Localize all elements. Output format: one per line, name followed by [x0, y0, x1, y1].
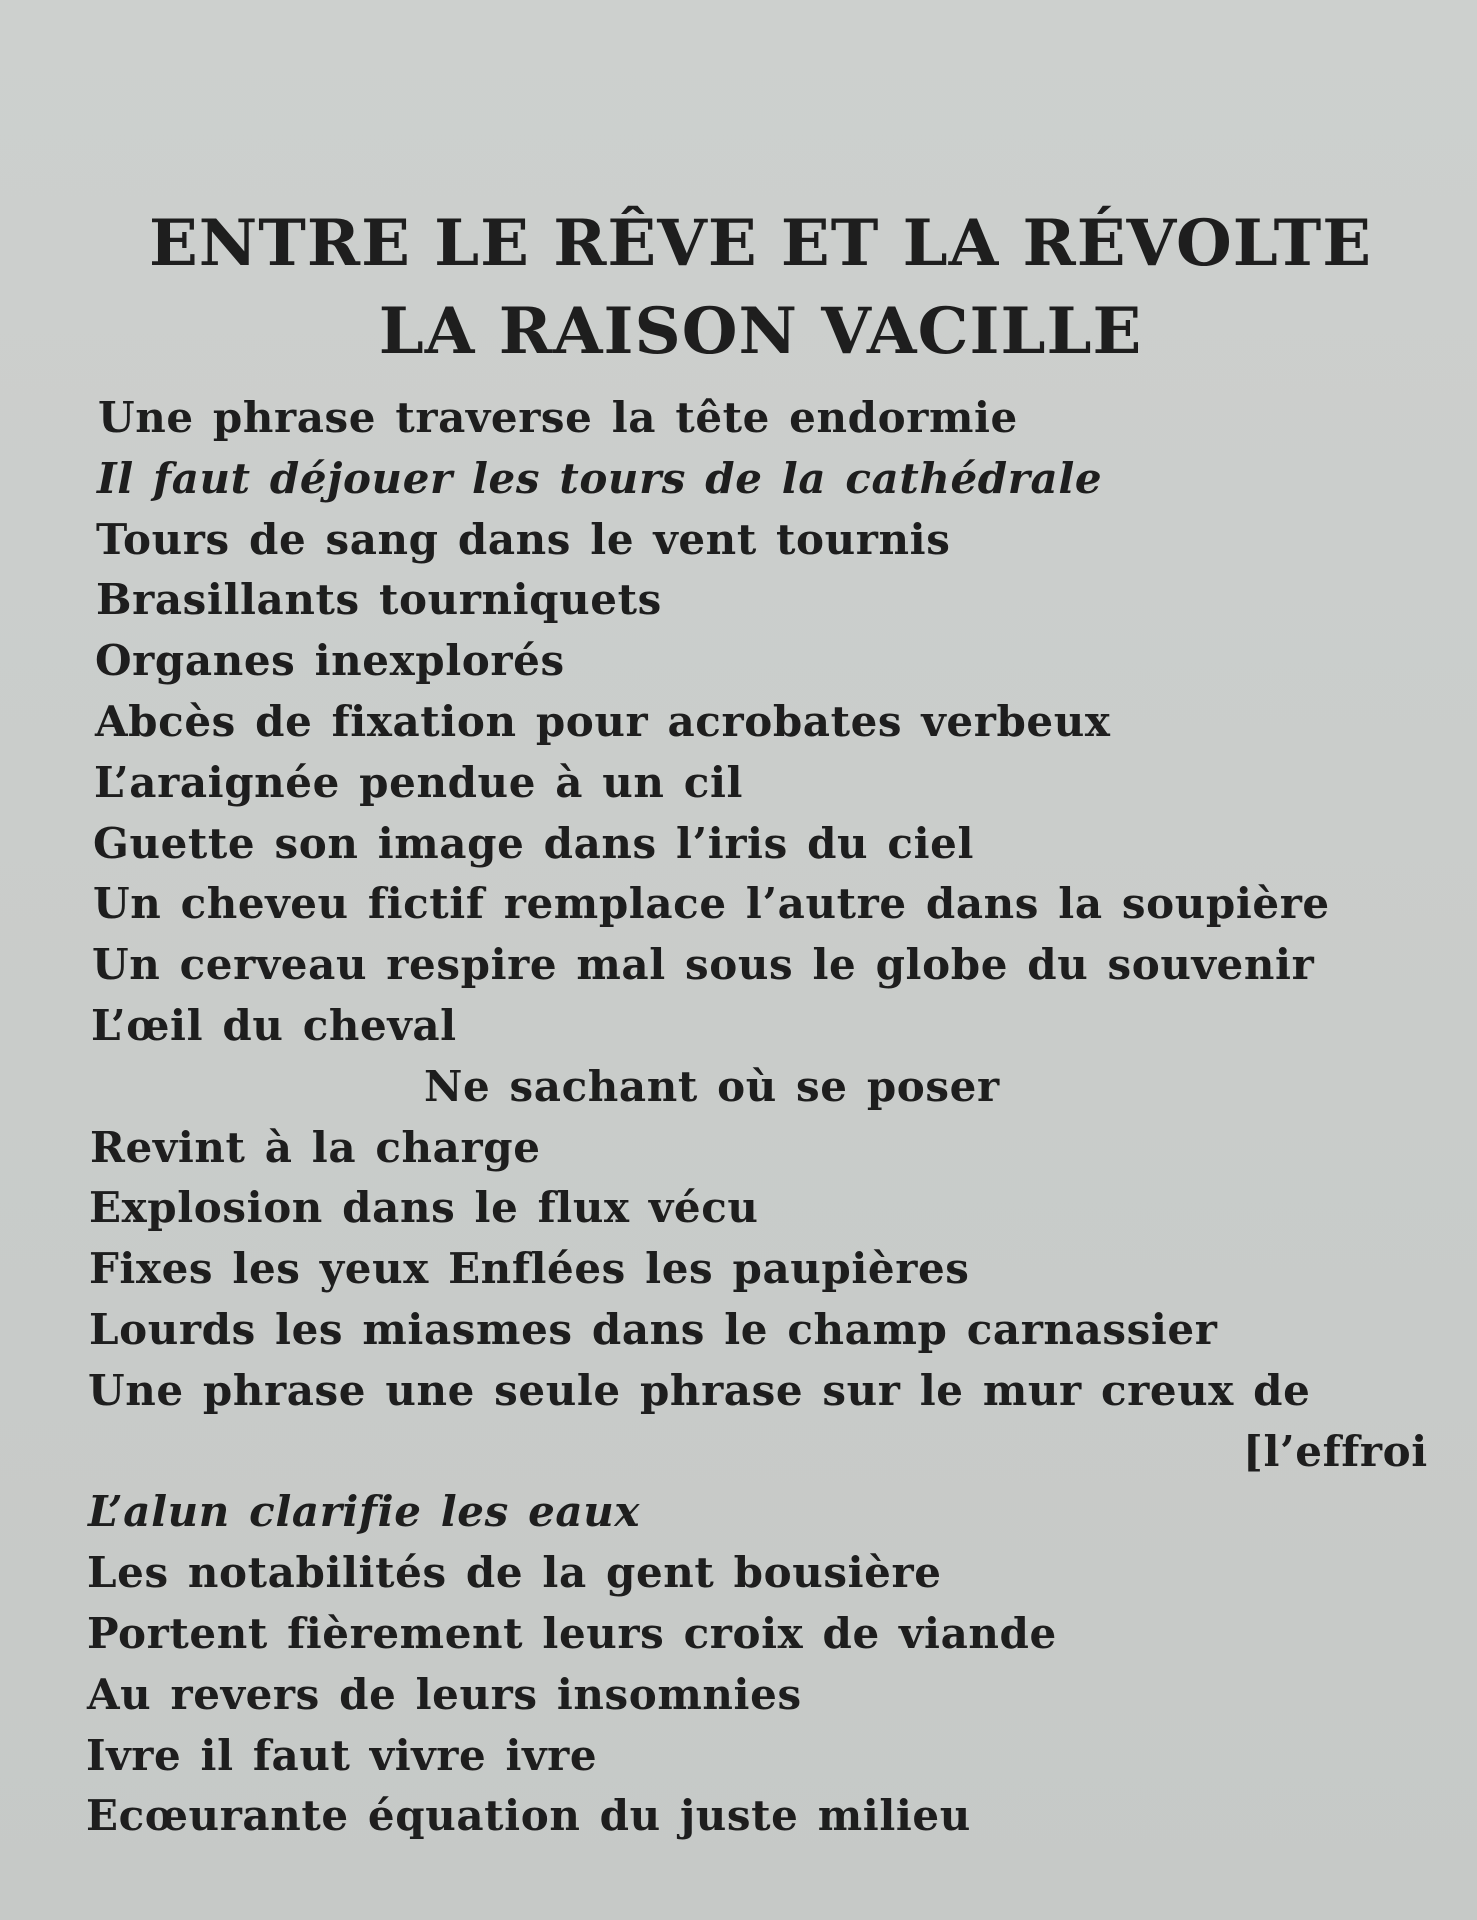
- poem-line-22: Au revers de leurs insomnies: [87, 1669, 802, 1719]
- title-line-1: ENTRE LE RÊVE ET LA RÉVOLTE: [149, 206, 1372, 281]
- poem-line-1: Une phrase traverse la tête endormie: [98, 393, 1018, 442]
- poem-line-9: Un cheveu fictif remplace l’autre dans la soupière: [93, 879, 1330, 929]
- poem-line-15: Fixes les yeux Enflées les paupières: [89, 1244, 970, 1294]
- poem-line-21: Portent fièrement leurs croix de viande: [87, 1608, 1057, 1658]
- poem-line-6: Abcès de fixation pour acrobates verbeux: [95, 696, 1111, 746]
- poem-line-5: Organes inexplorés: [95, 636, 565, 686]
- poem-line-7: L’araignée pendue à un cil: [94, 757, 744, 807]
- poem-line-11: L’œil du cheval: [91, 1000, 457, 1050]
- poem-title: [0, 200, 1477, 376]
- poem-line-24: Ecœurante équation du juste milieu: [86, 1791, 971, 1841]
- poem-line-16: Lourds les miasmes dans le champ carnassier: [89, 1304, 1218, 1354]
- poem-line-3: Tours de sang dans le vent tournis: [96, 514, 951, 564]
- poem-line-12: Ne sachant où se poser: [424, 1061, 1000, 1111]
- poem-line-19: L’alun clarifie les eaux: [88, 1487, 640, 1537]
- poem-line-23: Ivre il faut vivre ivre: [86, 1730, 598, 1780]
- poem-line-10: Un cerveau respire mal sous le globe du souvenir: [92, 940, 1315, 990]
- poem-line-2: Il faut déjouer les tours de la cathédrale: [97, 453, 1103, 503]
- poem-body: [0, 388, 1477, 1847]
- poem-line-8: Guette son image dans l’iris du ciel: [93, 818, 975, 868]
- poem-line-14: Explosion dans le flux vécu: [89, 1183, 759, 1233]
- poem-line-4: Brasillants tourniquets: [96, 575, 662, 625]
- poem-line-18: [l’effroi: [1243, 1426, 1428, 1476]
- poem-line-13: Revint à la charge: [90, 1122, 541, 1172]
- poem-line-17: Une phrase une seule phrase sur le mur creux de: [88, 1365, 1311, 1415]
- title-line-2: LA RAISON VACILLE: [378, 294, 1143, 369]
- poem-line-20: Les notabilités de la gent bousière: [87, 1548, 942, 1598]
